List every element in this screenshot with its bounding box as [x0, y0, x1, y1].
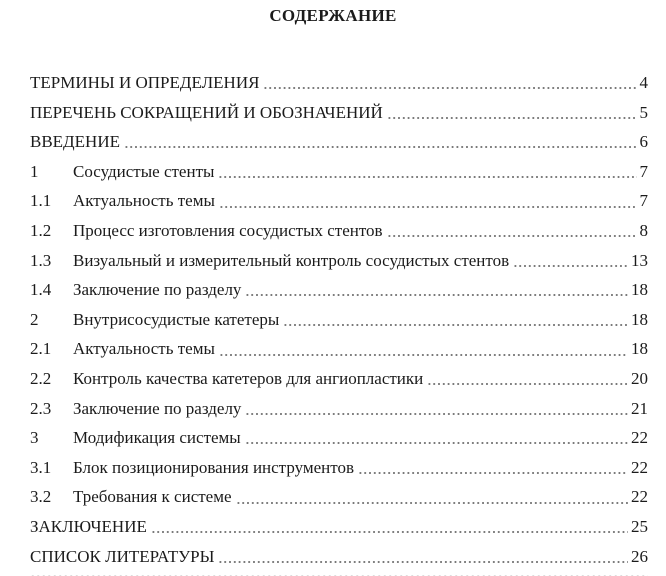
- toc-entry: [30, 275, 648, 305]
- toc-entry: [30, 394, 648, 424]
- toc-entry-page: 22: [631, 487, 648, 507]
- toc-entry-number: 3.2: [30, 487, 52, 507]
- toc-entry: [30, 542, 648, 572]
- dot-leader: [357, 453, 628, 483]
- toc-entry: [30, 482, 648, 512]
- toc-entry-number: 3.1: [30, 457, 52, 477]
- dot-leader: [512, 246, 628, 276]
- dot-leader: [244, 394, 628, 424]
- toc-entry-label: Сосудистые стенты: [73, 161, 215, 181]
- toc-entry-label: ЗАКЛЮЧЕНИЕ: [30, 516, 147, 536]
- toc-entry: [30, 364, 648, 394]
- toc-entry-page: 8: [639, 220, 648, 240]
- toc-entry-label: Актуальность темы: [73, 339, 215, 359]
- page-title: СОДЕРЖАНИЕ: [269, 6, 397, 25]
- toc-entry-number: 1.4: [30, 280, 52, 300]
- toc-entry-label: ВВЕДЕНИЕ: [30, 132, 120, 152]
- dot-leader: [218, 186, 637, 216]
- toc-entry-label: СПИСОК ЛИТЕРАТУРЫ: [30, 546, 215, 566]
- toc-entry: [30, 423, 648, 453]
- dot-leader: [217, 542, 628, 572]
- dot-leader: [244, 423, 628, 453]
- toc-entry: [30, 305, 648, 335]
- toc-entry-number: 1: [30, 161, 39, 181]
- toc-entry-page: 18: [631, 339, 648, 359]
- toc-entry: [30, 453, 648, 483]
- dot-leader: [282, 305, 628, 335]
- toc-entry-label: Заключение по разделу: [73, 398, 242, 418]
- toc-entry-page: 22: [631, 428, 648, 448]
- toc-entry-page: 13: [631, 250, 648, 270]
- toc-entry: [30, 246, 648, 276]
- toc-entry-page: 25: [631, 516, 648, 536]
- dot-leader: [150, 512, 628, 542]
- toc-entry-label: Заключение по разделу: [73, 280, 242, 300]
- cutoff-next-line: [30, 571, 648, 576]
- toc-entry-number: 1.2: [30, 220, 52, 240]
- toc-entry-label: Визуальный и измерительный контроль сосудистых стентов: [73, 250, 510, 270]
- toc-entry-page: 5: [639, 102, 648, 122]
- toc-entry: [30, 512, 648, 542]
- toc-entry: [30, 157, 648, 187]
- toc-entry-number: 2.3: [30, 398, 52, 418]
- toc-entry-label: Актуальность темы: [73, 191, 215, 211]
- toc-entry-page: 21: [631, 398, 648, 418]
- toc-entry-number: 2.2: [30, 368, 52, 388]
- toc-entry-page: 7: [639, 191, 648, 211]
- toc-entry-page: 20: [631, 368, 648, 388]
- dot-leader: [262, 68, 636, 98]
- toc-entry-label: Модификация системы: [73, 428, 241, 448]
- toc-entry-page: 18: [631, 309, 648, 329]
- toc-entry-page: 6: [639, 132, 648, 152]
- dot-leader: [218, 334, 628, 364]
- toc-entry: [30, 68, 648, 98]
- toc-entry-page: 26: [631, 546, 648, 566]
- toc-entry-label: Требования к системе: [73, 487, 232, 507]
- toc-entry-page: 4: [639, 73, 648, 92]
- toc-entry: [30, 186, 648, 216]
- dot-leader: [426, 364, 628, 394]
- toc-entry-number: 1.3: [30, 250, 52, 270]
- dot-leader: [217, 157, 636, 187]
- toc-entry: [30, 127, 648, 157]
- dot-leader: [244, 275, 628, 305]
- toc-entry: [30, 334, 648, 364]
- toc-list: [30, 68, 648, 571]
- toc-entry-label: Внутрисосудистые катетеры: [73, 309, 280, 329]
- dot-leader: [235, 482, 628, 512]
- toc-entry-page: 7: [639, 161, 648, 181]
- dot-leader: [123, 127, 637, 157]
- toc-entry-page: 22: [631, 457, 648, 477]
- toc-entry: [30, 98, 648, 128]
- toc-entry-label: Контроль качества катетеров для ангиопластики: [73, 368, 424, 388]
- toc-entry: [30, 216, 648, 246]
- toc-entry-page: 18: [631, 280, 648, 300]
- dot-leader: [386, 216, 637, 246]
- dot-leader: [386, 98, 637, 128]
- toc-entry-label: ТЕРМИНЫ И ОПРЕДЕЛЕНИЯ: [30, 73, 260, 92]
- toc-entry-label: ПЕРЕЧЕНЬ СОКРАЩЕНИЙ И ОБОЗНАЧЕНИЙ: [30, 102, 383, 122]
- toc-entry-number: 2.1: [30, 339, 52, 359]
- toc-entry-number: 3: [30, 428, 39, 448]
- toc-entry-label: Процесс изготовления сосудистых стентов: [73, 220, 383, 240]
- toc-entry-number: 2: [30, 309, 39, 329]
- toc-entry-number: 1.1: [30, 191, 52, 211]
- toc-entry-label: Блок позиционирования инструментов: [73, 457, 355, 477]
